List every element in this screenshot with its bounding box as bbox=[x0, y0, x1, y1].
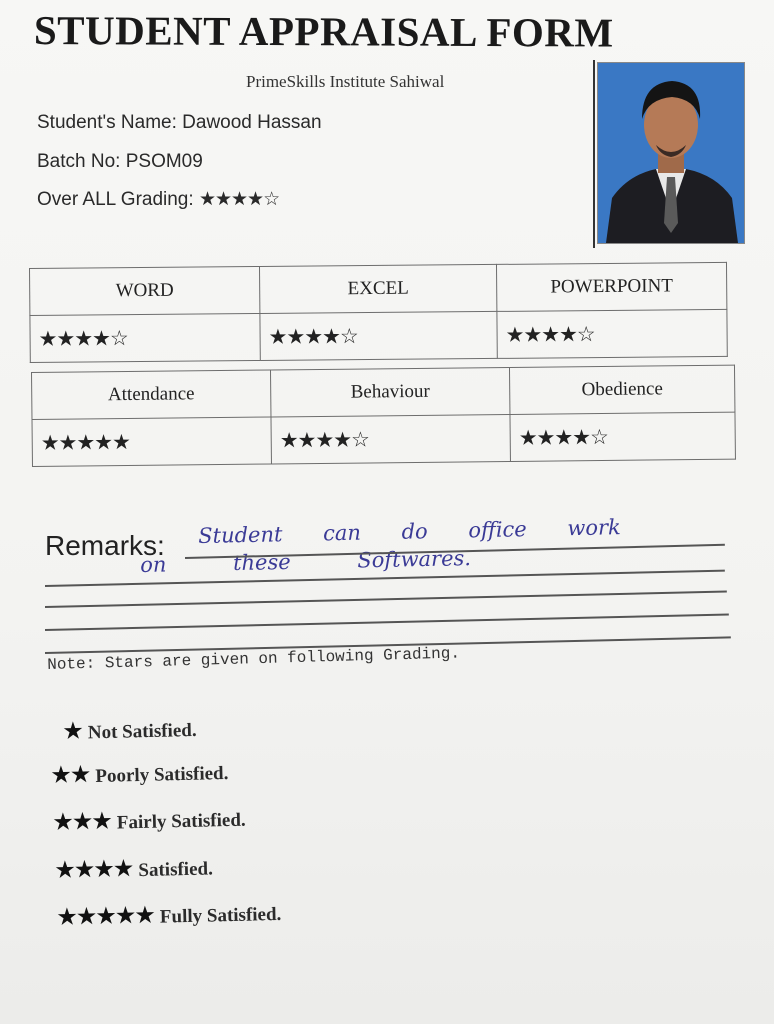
remarks-handwritten-line-2: on these Softwares. bbox=[140, 546, 472, 577]
conduct-header-behaviour: Behaviour bbox=[271, 367, 510, 417]
conduct-stars-obedience: ★★★★☆ bbox=[510, 412, 735, 461]
legend-stars-5: ★★★★★ bbox=[56, 900, 155, 931]
skill-header-word: WORD bbox=[30, 266, 260, 315]
legend-stars-1: ★ bbox=[62, 716, 83, 745]
photo-edge bbox=[593, 60, 595, 248]
legend-item-3 bbox=[52, 804, 246, 836]
batch-label: Batch No: bbox=[37, 151, 121, 172]
student-name-row bbox=[37, 112, 322, 134]
conduct-header-obedience: Obedience bbox=[510, 365, 735, 414]
overall-grading-stars: ★★★★☆ bbox=[198, 188, 280, 210]
remarks-rule-4 bbox=[45, 613, 729, 630]
grading-note: Note: Stars are given on following Grading. bbox=[47, 644, 461, 674]
student-photo bbox=[597, 62, 745, 244]
conduct-header-attendance: Attendance bbox=[32, 370, 271, 420]
legend-text-4: Satisfied. bbox=[138, 858, 214, 882]
legend-item-2 bbox=[50, 757, 229, 789]
student-name-value: Dawood Hassan bbox=[182, 112, 322, 133]
legend-item-5 bbox=[56, 898, 282, 931]
legend-stars-3: ★★★ bbox=[52, 806, 112, 836]
legend-item-1 bbox=[62, 714, 197, 745]
batch-row bbox=[37, 151, 203, 173]
legend-stars-4: ★★★★ bbox=[54, 854, 133, 884]
legend-item-4 bbox=[54, 852, 213, 884]
skill-header-powerpoint: POWERPOINT bbox=[496, 262, 726, 311]
legend-text-2: Poorly Satisfied. bbox=[95, 762, 229, 787]
overall-grading-label: Over ALL Grading: bbox=[37, 189, 194, 210]
conduct-table bbox=[31, 365, 736, 467]
legend-text-5: Fully Satisfied. bbox=[159, 903, 282, 928]
legend-stars-2: ★★ bbox=[50, 760, 90, 789]
legend-text-3: Fairly Satisfied. bbox=[116, 809, 246, 834]
conduct-stars-behaviour: ★★★★☆ bbox=[271, 414, 510, 464]
remarks-rule-3 bbox=[45, 591, 727, 608]
legend-text-1: Not Satisfied. bbox=[87, 719, 197, 744]
batch-value: PSOM09 bbox=[125, 151, 203, 172]
skill-stars-powerpoint: ★★★★☆ bbox=[497, 309, 727, 358]
remarks-label: Remarks: bbox=[45, 530, 165, 561]
skill-stars-excel: ★★★★☆ bbox=[260, 311, 497, 360]
student-portrait-image bbox=[598, 63, 744, 243]
form-title: STUDENT APPRAISAL FORM bbox=[33, 6, 614, 56]
skill-header-excel: EXCEL bbox=[259, 264, 496, 313]
overall-grading-row bbox=[37, 188, 279, 211]
conduct-stars-attendance: ★★★★★ bbox=[32, 417, 271, 467]
student-name-label: Student's Name: bbox=[37, 112, 177, 133]
skill-stars-word: ★★★★☆ bbox=[30, 313, 260, 362]
institute-name: PrimeSkills Institute Sahiwal bbox=[246, 72, 445, 91]
software-skills-table bbox=[29, 262, 728, 363]
remarks-handwritten-line-1: Student can do office work bbox=[198, 515, 622, 548]
